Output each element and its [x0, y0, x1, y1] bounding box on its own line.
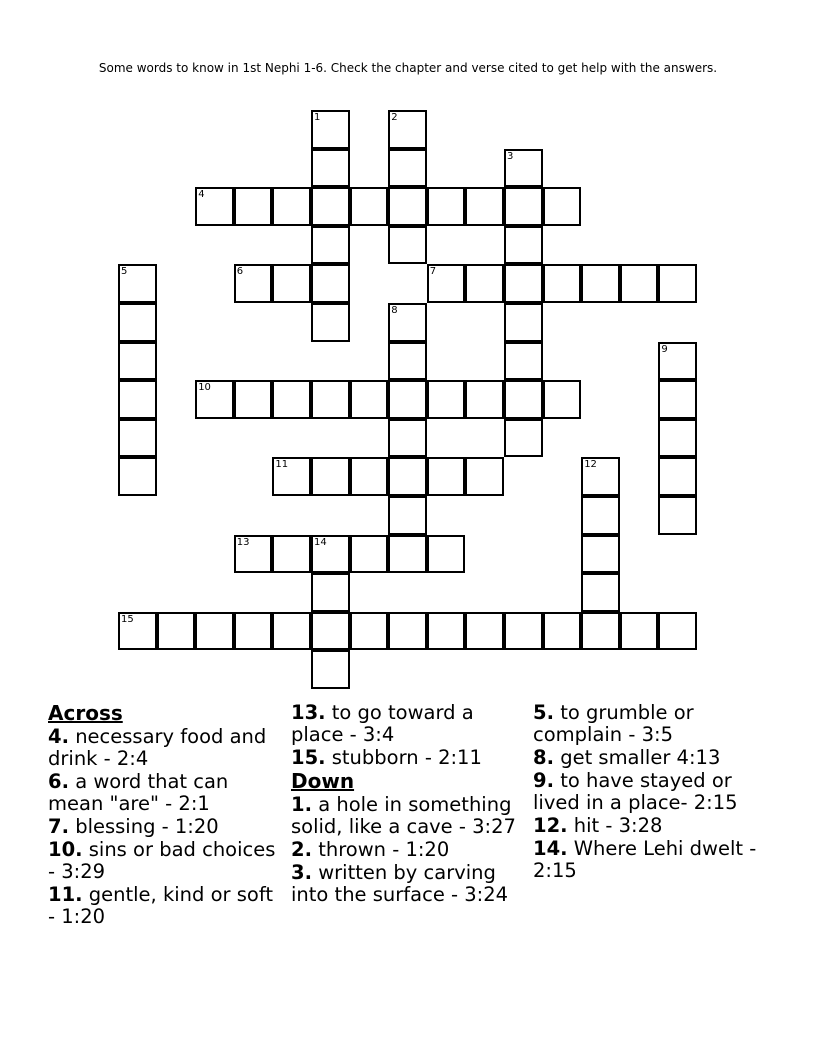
grid-cell[interactable]	[388, 457, 427, 496]
clue-down-14: 14. Where Lehi dwelt - 2:15	[533, 837, 757, 882]
clue-down-3: 3. written by carving into the surface - 3:24	[291, 861, 509, 906]
clue-down-12: 12. hit - 3:28	[533, 814, 663, 837]
clue-across-15: 15. stubborn - 2:11	[291, 746, 482, 769]
grid-cell[interactable]	[465, 264, 504, 303]
grid-cell[interactable]	[311, 650, 350, 689]
clue-number: 7	[429, 266, 437, 278]
grid-cell[interactable]	[311, 226, 350, 265]
clue-across-11: 11. gentle, kind or soft - 1:20	[48, 883, 273, 928]
grid-cell[interactable]	[581, 496, 620, 535]
clue-across-10: 10. sins or bad choices - 3:29	[48, 838, 276, 883]
grid-cell[interactable]	[311, 187, 350, 226]
grid-cell[interactable]	[388, 419, 427, 458]
grid-cell[interactable]	[388, 226, 427, 265]
grid-cell[interactable]	[311, 380, 350, 419]
clue-across-4: 4. necessary food and drink - 2:4	[48, 725, 267, 770]
grid-cell[interactable]	[272, 457, 311, 496]
clue-column-1	[48, 702, 280, 929]
grid-cell[interactable]	[620, 612, 659, 651]
grid-cell[interactable]	[658, 496, 697, 535]
grid-cell[interactable]	[620, 264, 659, 303]
grid-cell[interactable]	[658, 457, 697, 496]
grid-cell[interactable]	[350, 612, 389, 651]
clue-down-2: 2. thrown - 1:20	[291, 838, 450, 861]
grid-cell[interactable]	[388, 187, 427, 226]
grid-cell[interactable]	[427, 380, 466, 419]
clue-number: 14	[314, 536, 327, 548]
grid-cell[interactable]	[311, 264, 350, 303]
clue-number: 2	[391, 112, 398, 123]
grid-cell[interactable]	[504, 342, 543, 381]
clue-number: 12	[584, 459, 597, 471]
down-header: Down	[291, 769, 355, 793]
grid-cell[interactable]	[311, 303, 350, 342]
grid-cell[interactable]	[388, 110, 427, 149]
grid-cell[interactable]	[311, 535, 350, 574]
grid-cell[interactable]	[311, 612, 350, 651]
grid-cell[interactable]	[118, 264, 157, 303]
grid-cell[interactable]	[272, 264, 311, 303]
grid-cell[interactable]	[658, 612, 697, 651]
grid-cell[interactable]	[350, 187, 389, 226]
grid-cell[interactable]	[311, 573, 350, 612]
clue-across-7: 7. blessing - 1:20	[48, 815, 219, 838]
grid-cell[interactable]	[581, 264, 620, 303]
grid-cell[interactable]	[388, 535, 427, 574]
grid-cell[interactable]	[350, 380, 389, 419]
grid-cell[interactable]	[543, 612, 582, 651]
grid-cell[interactable]	[504, 419, 543, 458]
grid-cell[interactable]	[272, 380, 311, 419]
clue-down-9: 9. to have stayed or lived in a place- 2:15	[533, 769, 738, 814]
grid-cell[interactable]	[234, 380, 273, 419]
clue-down-8: 8. get smaller 4:13	[533, 746, 721, 769]
grid-cell[interactable]	[543, 264, 582, 303]
clue-across-13: 13. to go toward a place - 3:4	[291, 701, 474, 746]
grid-cell[interactable]	[427, 612, 466, 651]
clue-across-6: 6. a word that can mean "are" - 2:1	[48, 770, 229, 815]
grid-cell[interactable]	[504, 380, 543, 419]
grid-cell[interactable]	[118, 457, 157, 496]
grid-cell[interactable]	[465, 187, 504, 226]
grid-cell[interactable]	[272, 187, 311, 226]
grid-cell[interactable]	[658, 419, 697, 458]
grid-cell[interactable]	[388, 149, 427, 188]
clue-column-3	[533, 702, 773, 883]
grid-cell[interactable]	[427, 457, 466, 496]
clue-number: 9	[661, 343, 668, 355]
grid-cell[interactable]	[504, 187, 543, 226]
grid-cell[interactable]	[272, 535, 311, 574]
clue-number: 10	[198, 382, 211, 394]
clue-down-5: 5. to grumble or complain - 3:5	[533, 701, 694, 746]
grid-cell[interactable]	[504, 303, 543, 342]
across-header: Across	[48, 701, 123, 725]
grid-cell[interactable]	[118, 303, 157, 342]
grid-cell[interactable]	[234, 264, 273, 303]
grid-cell[interactable]	[658, 380, 697, 419]
clue-number: 11	[275, 459, 289, 471]
grid-cell[interactable]	[388, 303, 427, 342]
grid-cell[interactable]	[118, 612, 157, 651]
grid-cell[interactable]	[195, 380, 234, 419]
clue-number: 1	[314, 112, 321, 123]
grid-cell[interactable]	[465, 612, 504, 651]
grid-cell[interactable]	[427, 535, 466, 574]
grid-cell[interactable]	[388, 380, 427, 419]
grid-cell[interactable]	[157, 612, 196, 651]
grid-cell[interactable]	[311, 149, 350, 188]
grid-cell[interactable]	[388, 612, 427, 651]
grid-cell[interactable]	[581, 612, 620, 651]
grid-cell[interactable]	[581, 457, 620, 496]
grid-cell[interactable]	[234, 535, 273, 574]
clue-column-2	[291, 702, 529, 907]
clue-number: 5	[121, 266, 128, 278]
grid-cell[interactable]	[504, 226, 543, 265]
grid-cell[interactable]	[350, 457, 389, 496]
grid-cell[interactable]	[350, 535, 389, 574]
grid-cell[interactable]	[311, 457, 350, 496]
grid-cell[interactable]	[658, 342, 697, 381]
grid-cell[interactable]	[195, 612, 234, 651]
grid-cell[interactable]	[504, 149, 543, 188]
grid-cell[interactable]	[427, 187, 466, 226]
clue-number: 3	[507, 150, 514, 162]
grid-cell[interactable]	[427, 264, 466, 303]
grid-cell[interactable]	[388, 496, 427, 535]
clue-number: 8	[391, 305, 398, 316]
grid-cell[interactable]	[465, 380, 504, 419]
grid-cell[interactable]	[118, 419, 157, 458]
grid-cell[interactable]	[504, 612, 543, 651]
grid-cell[interactable]	[504, 264, 543, 303]
instructions: Some words to know in 1st Nephi 1-6. Check the chapter and verse cited to get help with the answers.	[98, 61, 718, 75]
grid-cell[interactable]	[118, 342, 157, 381]
grid-cell[interactable]	[195, 187, 234, 226]
grid-cell[interactable]	[118, 380, 157, 419]
grid-cell[interactable]	[234, 612, 273, 651]
grid-cell[interactable]	[543, 187, 582, 226]
clue-number: 6	[236, 266, 244, 278]
clue-down-1: 1. a hole in something solid, like a cave - 3:27	[291, 793, 516, 838]
grid-cell[interactable]	[272, 612, 311, 651]
grid-cell[interactable]	[465, 457, 504, 496]
grid-cell[interactable]	[234, 187, 273, 226]
grid-cell[interactable]	[581, 573, 620, 612]
clue-number: 15	[121, 613, 134, 625]
clue-number: 13	[236, 536, 250, 548]
grid-cell[interactable]	[658, 264, 697, 303]
clue-number: 4	[198, 189, 205, 201]
grid-cell[interactable]	[388, 342, 427, 381]
grid-cell[interactable]	[581, 535, 620, 574]
grid-cell[interactable]	[311, 110, 350, 149]
grid-cell[interactable]	[543, 380, 582, 419]
